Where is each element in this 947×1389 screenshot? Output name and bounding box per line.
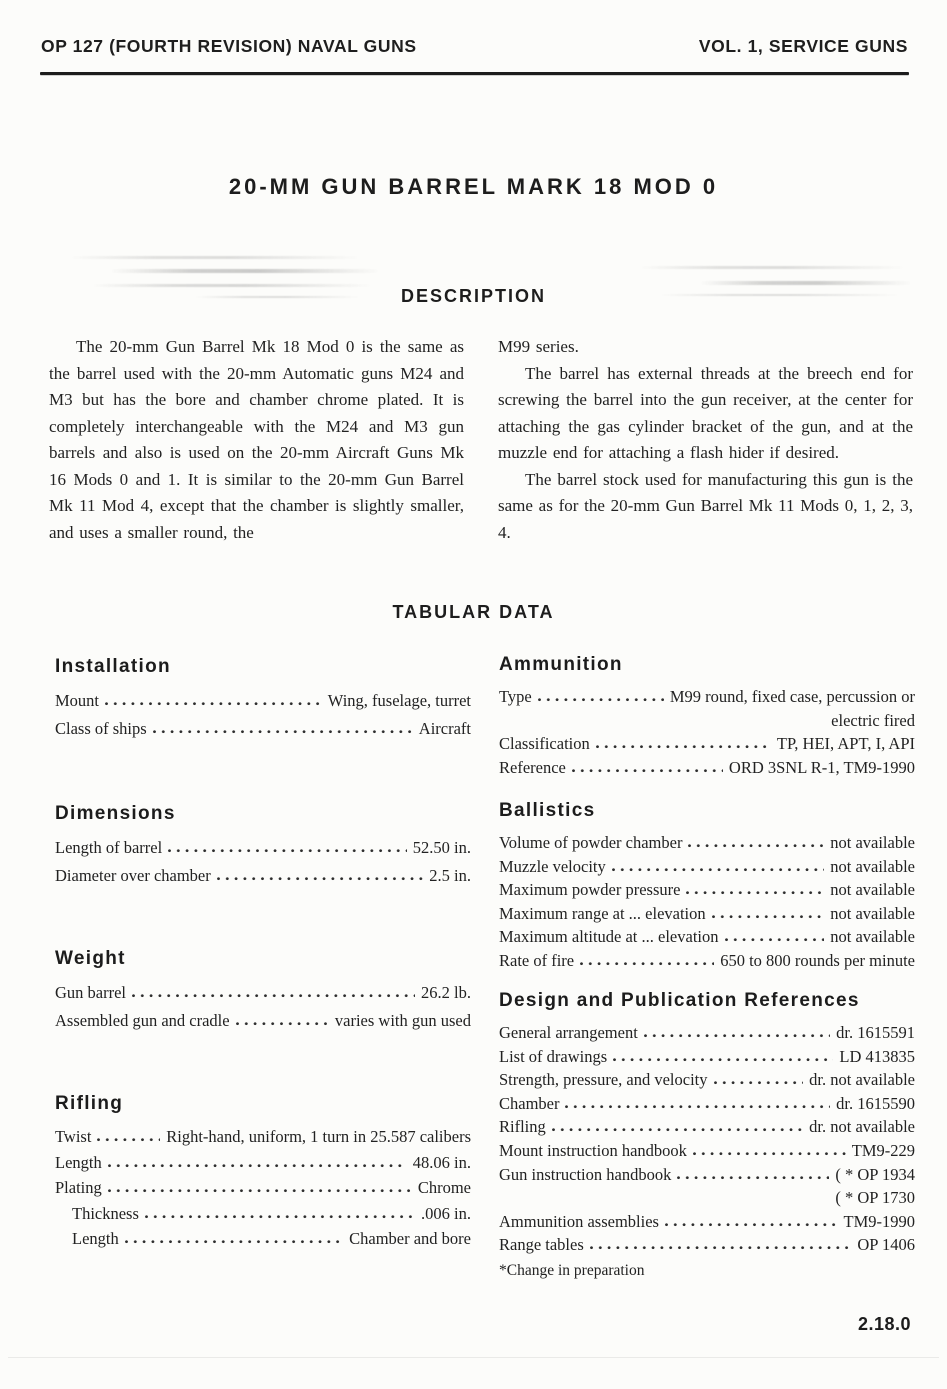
spec-label: Class of ships [55,718,147,738]
spec-label: Maximum powder pressure [499,880,681,900]
spec-label: Maximum altitude at ... elevation [499,927,719,947]
spec-label: Chamber [499,1093,560,1113]
spec-value: Chamber and bore [349,1229,471,1248]
section-heading: Ballistics [499,800,596,821]
spec-value: LD 413835 [839,1046,915,1066]
spec-label: Length of barrel [55,838,163,857]
dot-leader [97,1135,160,1142]
spec-row [499,1139,915,1163]
spec-row [499,1092,915,1116]
spec-value: ( * OP 1730 [835,1188,915,1208]
spec-value: Wing, fuselage, turret [327,691,471,710]
spec-row-continuation [499,1186,915,1210]
spec-value: dr. not available [809,1070,915,1090]
spec-label: Muzzle velocity [499,856,606,876]
spec-value: TM9-229 [851,1140,915,1160]
dot-leader [217,874,424,881]
section-weight [55,948,471,1034]
spec-label: Type [499,687,532,706]
dot-leader [665,1220,838,1227]
spec-label: Thickness [72,1203,139,1223]
spec-row [499,756,915,780]
spec-label: Strength, pressure, and velocity [499,1070,708,1090]
dot-leader [236,1019,329,1026]
dot-leader [538,695,664,702]
spec-value: not available [830,927,915,947]
spec-value: not available [830,880,915,900]
dot-leader [644,1031,830,1038]
spec-value: ORD 3SNL R-1, TM9-1990 [728,757,915,777]
spec-label: Gun instruction handbook [499,1164,672,1184]
spec-value: TM9-1990 [843,1211,915,1231]
spec-value: 2.5 in. [429,865,471,885]
spec-label: Length [55,1152,102,1172]
header-rule [40,72,909,75]
dot-leader [613,1055,833,1062]
spec-label: List of drawings [499,1046,608,1066]
spec-row [499,949,915,973]
section-heading: Design and Publication References [499,990,860,1011]
description-column-left [49,334,464,546]
section-dimensions [55,803,471,889]
spec-row [55,862,471,890]
section-heading: Rifling [55,1093,124,1114]
spec-row [499,1233,915,1257]
spec-label: Rifling [499,1117,546,1137]
section-heading: Ammunition [499,654,623,675]
spec-row [55,1150,471,1176]
spec-value: not available [830,856,915,876]
dot-leader [688,841,824,848]
spec-value: TP, HEI, APT, I, API [776,734,915,754]
spec-label: Range tables [499,1235,584,1255]
section-installation [55,656,471,742]
dot-leader [725,935,825,942]
spec-label: Mount instruction handbook [499,1140,687,1160]
spec-row [499,1068,915,1092]
spec-label: Ammunition assemblies [499,1211,659,1231]
spec-label: Maximum range at ... elevation [499,903,706,923]
spec-value: ( * OP 1934 [835,1164,915,1184]
spec-row [499,1045,915,1069]
spec-value: not available [830,903,915,923]
spec-row [499,1163,915,1187]
spec-row [499,855,915,879]
dot-leader [572,766,723,773]
dot-leader [677,1173,829,1180]
header-right-text: VOL. 1, SERVICE GUNS [698,36,908,56]
dot-leader [693,1149,846,1156]
header-left-text: OP 127 (FOURTH REVISION) NAVAL GUNS [41,36,417,56]
dot-leader [168,846,407,853]
spec-row [55,1201,471,1227]
spec-value: dr. 1615591 [836,1023,915,1042]
spec-value: OP 1406 [857,1235,915,1255]
dot-leader [714,1078,804,1085]
spec-row [499,1021,915,1045]
spec-value: dr. not available [809,1117,915,1137]
scan-streak [640,266,905,269]
dot-leader [596,742,771,749]
section-ammunition [499,654,915,779]
section-heading: Dimensions [55,803,176,824]
scan-streak [70,256,360,259]
section-heading: Weight [55,948,126,969]
spec-row [55,1124,471,1150]
spec-row [55,1007,471,1035]
spec-value: 52.50 in. [412,838,471,857]
spec-row [55,687,471,715]
description-paragraph: The 20-mm Gun Barrel Mk 18 Mod 0 is the same as the barrel used with the 20-mm Automatic guns M24 and M3 but has the bore and chamber chrome plated. It is completely interchangeable with the M24 and M3 gun barrels and also is used on the 20-mm Aircraft Guns Mk 16 Mods 0 and 1. It is similar to the 20-mm Gun Barrel Mk 11 Mod 4, except that the chamber is slightly smaller, and uses a smaller round, the [49,337,464,542]
dot-leader [580,959,714,966]
spec-label: Reference [499,757,566,777]
spec-label: Assembled gun and cradle [55,1010,230,1030]
scan-streak [700,281,912,285]
spec-row [499,685,915,709]
spec-value: Aircraft [418,718,471,738]
spec-row [499,831,915,855]
document-title: 20-MM GUN BARREL MARK 18 MOD 0 [228,174,719,199]
dot-leader [132,991,415,998]
footnote-change-in-preparation: *Change in preparation [499,1261,645,1279]
spec-value: .006 in. [421,1203,471,1223]
spec-row [499,1115,915,1139]
description-paragraph: The barrel stock used for manufacturing this gun is the same as for the 20-mm Gun Barrel Mk 11 Mods 0, 1, 2, 3, 4. [498,469,914,542]
dot-leader [105,699,322,706]
spec-label: Length [72,1229,119,1248]
section-heading: Installation [55,656,171,677]
spec-value: not available [830,833,915,852]
spec-row [499,925,915,949]
spec-row [55,834,471,862]
tabular-data-heading: TABULAR DATA [392,602,555,622]
spec-label: Diameter over chamber [55,865,211,885]
spec-row [499,902,915,926]
dot-leader [153,727,413,734]
spec-label: Twist [55,1127,92,1146]
description-paragraph: The barrel has external threads at the breech end for screwing the barrel into the gun receiver, at the center for attaching the gas cylinder bracket of the gun, and at the muzzle end for attaching a flash hider if desired. [498,363,913,462]
spec-value: 26.2 lb. [421,983,471,1002]
spec-row-continuation [499,709,915,733]
spec-label: Gun barrel [55,983,127,1002]
spec-label: Mount [55,691,100,710]
spec-row [55,1226,471,1252]
dot-leader [145,1212,415,1219]
description-heading: DESCRIPTION [400,286,546,306]
spec-label: General arrangement [499,1023,638,1042]
spec-row [55,979,471,1007]
spec-label: Plating [55,1178,102,1197]
spec-row [499,732,915,756]
spec-label: Classification [499,734,590,754]
spec-value: 48.06 in. [412,1152,471,1172]
spec-row [499,878,915,902]
dot-leader [712,912,825,919]
description-columns [49,334,913,546]
bottom-scan-line [8,1357,939,1358]
dot-leader [590,1243,852,1250]
page-number: 2.18.0 [857,1314,911,1334]
spec-label: Rate of fire [499,950,575,970]
page-header [41,36,908,57]
spec-value: M99 round, fixed case, percussion or [669,687,915,706]
spec-value: 650 to 800 rounds per minute [720,950,915,970]
spec-label: Volume of powder chamber [499,833,683,852]
section-rifling [55,1093,471,1252]
spec-value: dr. 1615590 [836,1093,915,1113]
dot-leader [565,1102,830,1109]
spec-value: Chrome [417,1178,471,1197]
section-design-references [499,990,915,1282]
spec-value: Right-hand, uniform, 1 turn in 25.587 calibers [166,1127,471,1146]
spec-value: electric fired [831,710,915,730]
description-column-right [498,334,913,546]
dot-leader [125,1237,343,1244]
dot-leader [686,888,824,895]
spec-row [55,1175,471,1201]
scan-streak [110,269,380,273]
section-ballistics [499,800,915,973]
spec-row [499,1210,915,1234]
dot-leader [612,865,824,872]
dot-leader [552,1125,803,1132]
dot-leader [108,1161,407,1168]
spec-row [55,715,471,743]
dot-leader [108,1186,412,1193]
spec-value: varies with gun used [334,1010,471,1030]
description-paragraph: M99 series. [498,337,579,356]
